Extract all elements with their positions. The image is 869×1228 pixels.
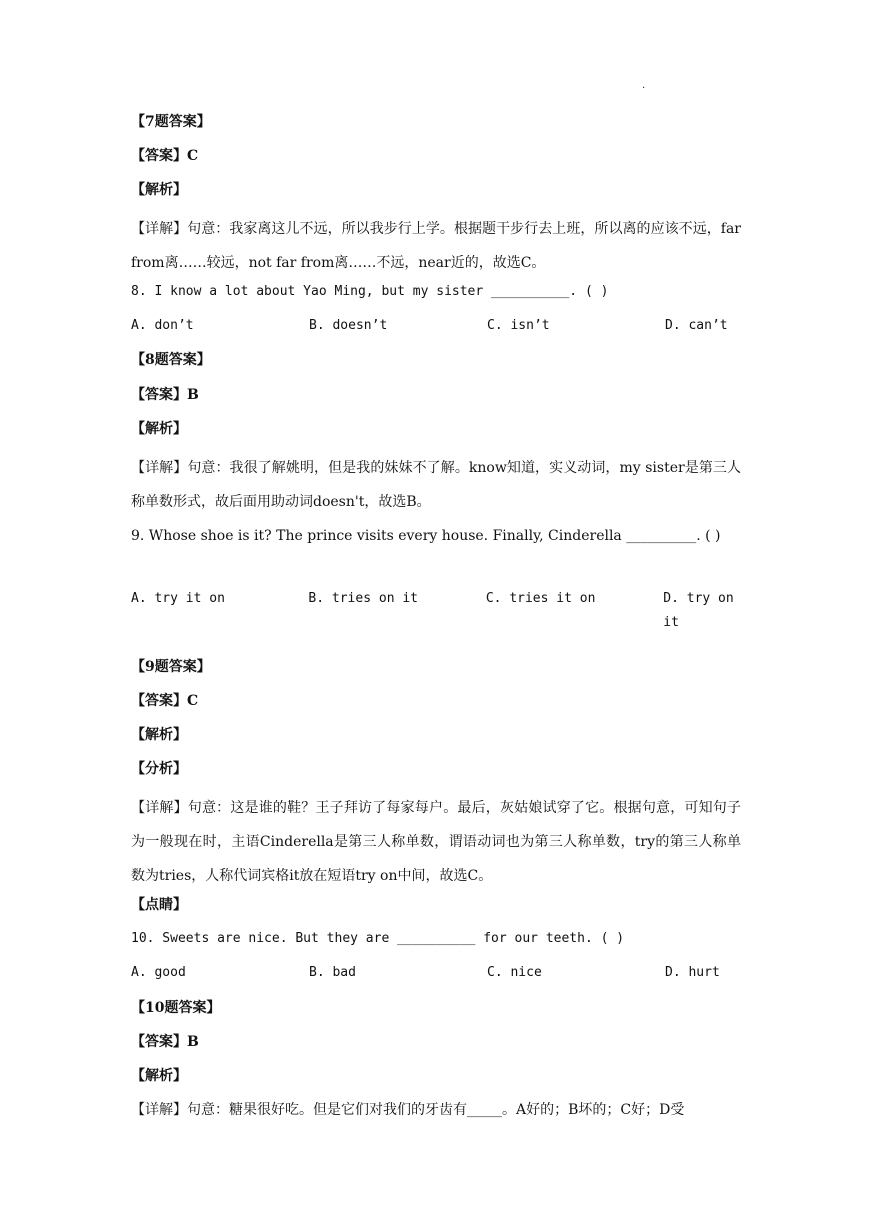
q10-detail: 【详解】句意：糖果很好吃。但是它们对我们的牙齿有_____。A好的；B坏的；C好；D受 [131,1101,685,1118]
q9-answer: 【答案】C [131,692,199,709]
q10-question: 10. Sweets are nice. But they are __________ for our teeth. ( ) [131,931,625,947]
q8-detail: 【详解】句意：我很了解姚明，但是我的妹妹不了解。know知道，实义动词，my sister是第三人称单数形式，故后面用助动词doesn't，故选B。 [131,459,741,510]
q8-options [131,314,741,348]
q8-option-a: A. don’t [131,318,194,334]
q9-option-a: A. try it on [131,590,225,606]
q8-option-c: C. isn’t [487,318,550,334]
q8-analysis-heading: 【解析】 [131,420,187,437]
q7-detail: 【详解】句意：我家离这儿不远，所以我步行上学。根据题干步行去上班，所以离的应该不远，far from离……较远，not far from离……不远，near近的，故选C。 [131,221,741,272]
q7-answer: 【答案】C [131,148,199,165]
q9-question: 9. Whose shoe is it? The prince visits every house. Finally, Cinderella __________. ( ) [131,527,721,544]
q8-option-d: D. can’t [665,318,728,334]
q8-answer-heading: 【8题答案】 [131,352,211,369]
q9-fenxi-heading: 【分析】 [131,761,187,778]
q10-option-a: A. good [131,965,186,981]
q9-option-c: C. tries it on [485,590,596,606]
header-dot: . [642,80,646,91]
q8-answer: 【答案】B [131,386,199,403]
q9-options [131,587,741,630]
q10-option-c: C. nice [487,965,542,981]
q9-detail: 【详解】句意：这是谁的鞋？王子拜访了每家每户。最后，灰姑娘试穿了它。根据句意，可知句子为一般现在时，主语Cinderella是第三人称单数，谓语动词也为第三人称单数，try的第三人称单数为tries，人称代词宾格it放在短语try on中间，故选C。 [131,800,741,885]
q10-analysis-heading: 【解析】 [131,1067,187,1084]
q10-answer: 【答案】B [131,1033,199,1050]
q10-option-b: B. bad [309,965,356,981]
q9-dianjing-heading: 【点睛】 [131,897,187,914]
q10-option-d: D. hurt [665,965,720,981]
q9-option-b: B. tries on it [308,590,418,606]
q7-answer-heading: 【7题答案】 [131,114,211,130]
q7-analysis-heading: 【解析】 [131,182,187,199]
q10-options [131,961,741,995]
q8-question: 8. I know a lot about Yao Ming, but my sister __________. ( ) [131,284,609,300]
q9-analysis-heading: 【解析】 [131,727,187,744]
q9-option-d: D. try on it [663,590,734,630]
q10-answer-heading: 【10题答案】 [131,999,221,1016]
q9-answer-heading: 【9题答案】 [131,658,211,675]
q8-option-b: B. doesn’t [309,318,388,334]
document-body [131,110,741,1132]
